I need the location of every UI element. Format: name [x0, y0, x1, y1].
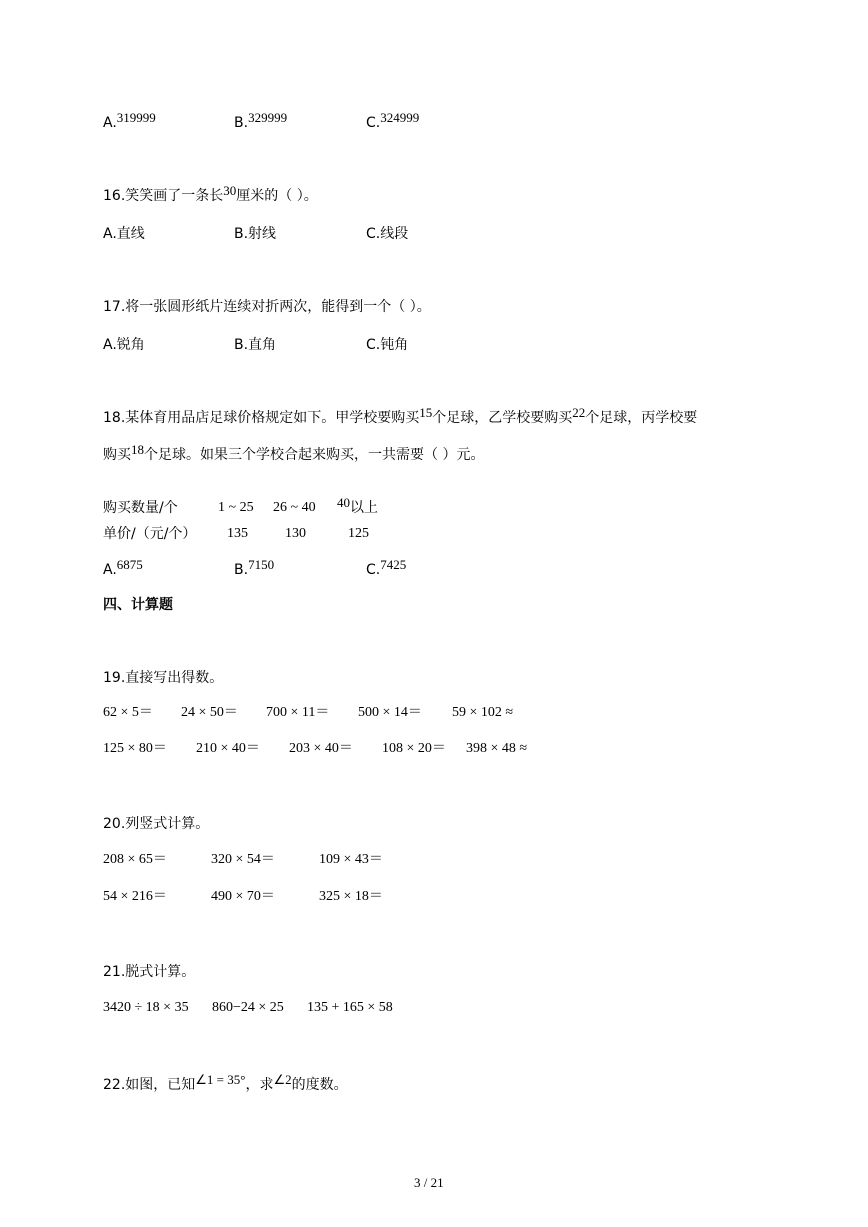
q19-r2-item: 203 × 40＝: [289, 741, 353, 756]
table-row1-c1: 1 ~ 25: [218, 500, 254, 515]
q22-stem: 22.如图，已知∠1 = 35°，求∠2的度数。: [103, 1072, 348, 1093]
q16-option-c: C.线段: [366, 226, 409, 242]
q20-r2-item: 325 × 18＝: [319, 889, 383, 904]
q19-r1-item: 62 × 5＝: [103, 705, 153, 720]
q20-stem: 20.列竖式计算。: [103, 816, 210, 832]
q15-option-a: A.319999: [103, 110, 156, 131]
q21-item: 135 + 165 × 58: [307, 1000, 393, 1015]
q17-option-a: A.锐角: [103, 337, 145, 353]
q20-r2-item: 490 × 70＝: [211, 889, 275, 904]
q17-option-b: B.直角: [234, 337, 277, 353]
table-row1-c3: 40以上: [337, 495, 378, 516]
table-row2-label: 单价/（元/个）: [103, 526, 197, 542]
q17-option-c: C.钝角: [366, 337, 409, 353]
q15-option-b: B.329999: [234, 110, 288, 131]
q15-option-c: C.324999: [366, 110, 420, 131]
q21-item: 860−24 × 25: [212, 1000, 284, 1015]
q19-r1-item: 24 × 50＝: [181, 705, 238, 720]
q18-option-c: C.7425: [366, 557, 407, 578]
q18-stem-line2: 购买18个足球。如果三个学校合起来购买，一共需要（ ）元。: [103, 442, 485, 463]
q19-r1-item: 700 × 11＝: [266, 705, 330, 720]
table-row1-label: 购买数量/个: [103, 500, 178, 516]
q19-stem: 19.直接写出得数。: [103, 670, 224, 686]
page-number: 3 / 21: [414, 1175, 444, 1190]
q16-option-a: A.直线: [103, 226, 145, 242]
q19-r2-item: 108 × 20＝: [382, 741, 446, 756]
q16-option-b: B.射线: [234, 226, 277, 242]
q18-stem-line1: 18.某体育用品店足球价格规定如下。甲学校要购买15个足球，乙学校要购买22个足球，丙学校要: [103, 405, 698, 426]
q16-stem: 16.笑笑画了一条长30厘米的（ ）。: [103, 183, 318, 204]
q19-r2-item: 210 × 40＝: [196, 741, 260, 756]
table-row2-c2: 130: [285, 526, 306, 541]
q19-r2-item: 125 × 80＝: [103, 741, 167, 756]
table-row1-c2: 26 ~ 40: [273, 500, 316, 515]
q19-r2-item: 398 × 48 ≈: [466, 741, 528, 756]
table-row2-c3: 125: [348, 526, 369, 541]
q19-r1-item: 59 × 102 ≈: [452, 705, 514, 720]
table-row2-c1: 135: [227, 526, 248, 541]
q20-r1-item: 320 × 54＝: [211, 852, 275, 867]
q21-stem: 21.脱式计算。: [103, 964, 196, 980]
q20-r2-item: 54 × 216＝: [103, 889, 167, 904]
q19-r1-item: 500 × 14＝: [358, 705, 422, 720]
q18-option-b: B.7150: [234, 557, 275, 578]
q20-r1-item: 109 × 43＝: [319, 852, 383, 867]
q20-r1-item: 208 × 65＝: [103, 852, 167, 867]
q21-item: 3420 ÷ 18 × 35: [103, 1000, 189, 1015]
section-title-calculation: 四、计算题: [103, 597, 173, 613]
q18-option-a: A.6875: [103, 557, 143, 578]
q17-stem: 17.将一张圆形纸片连续对折两次，能得到一个（ ）。: [103, 299, 431, 315]
